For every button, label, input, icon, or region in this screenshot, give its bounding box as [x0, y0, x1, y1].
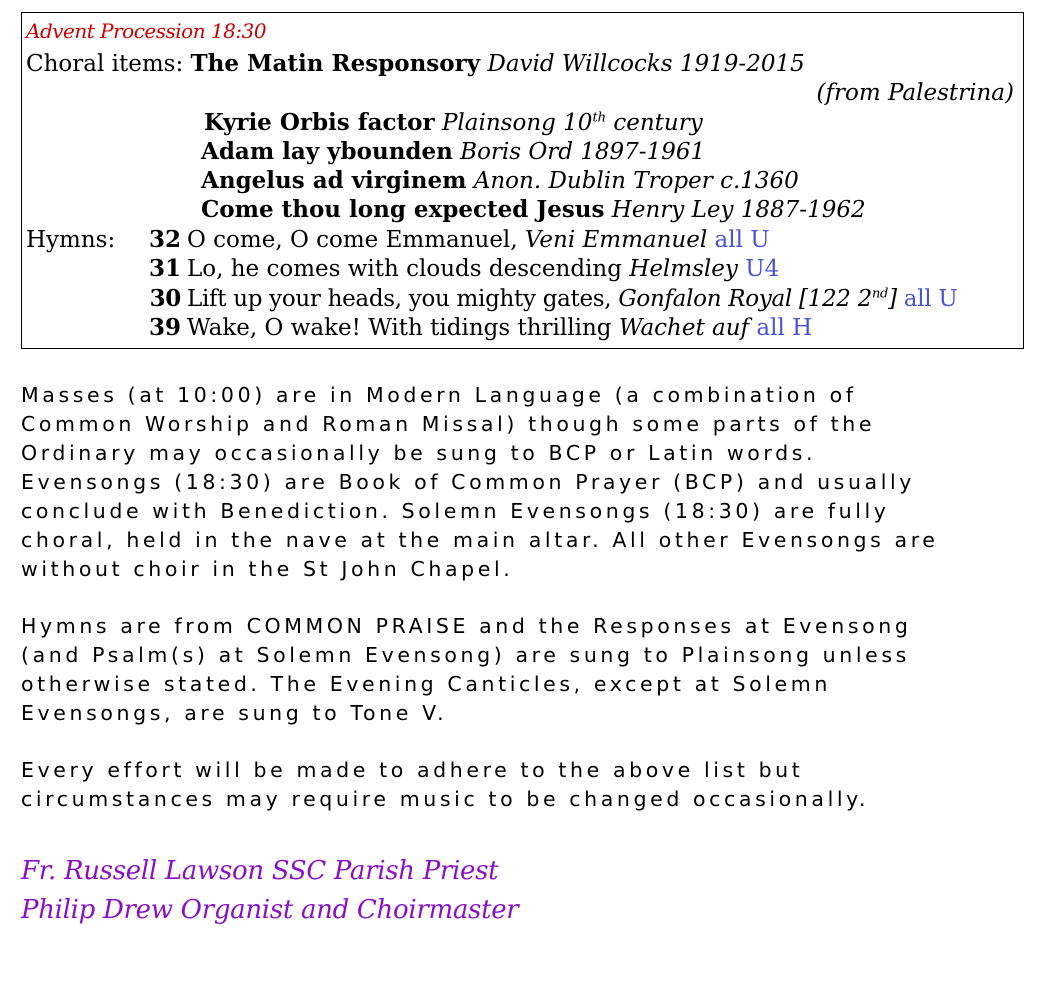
hymn-number: 32 — [148, 226, 181, 253]
hymn-tune: Gonfalon Royal [122 2nd] — [618, 286, 897, 312]
service-box — [21, 12, 1024, 349]
choral-piece: Kyrie Orbis factor — [204, 109, 435, 136]
priest-signature: Fr. Russell Lawson SSC Parish Priest — [21, 856, 499, 886]
note-line: Hymns are from COMMON PRAISE and the Responses at Evensong — [21, 614, 912, 638]
choral-piece: Adam lay ybounden — [201, 138, 453, 165]
choral-composer: Plainsong 10th century — [441, 110, 703, 136]
hymn-text: O come, O come Emmanuel, — [187, 227, 518, 253]
hymn-row — [147, 255, 779, 283]
masses-note — [21, 381, 1031, 584]
hymn-tune: Wachet auf — [618, 315, 750, 341]
note-line: Masses (at 10:00) are in Modern Language (a combination of — [21, 383, 857, 407]
choral-item — [26, 50, 805, 78]
hymn-verses: U4 — [745, 256, 780, 282]
hymn-number: 31 — [148, 255, 181, 282]
note-line: conclude with Benediction. Solemn Evensongs (18:30) are fully — [21, 499, 890, 523]
hymn-text: Lift up your heads, you mighty gates, — [187, 286, 612, 312]
note-line: circumstances may require music to be changed occasionally. — [21, 787, 870, 811]
hymns-label: Hymns: — [26, 227, 116, 253]
note-line: Ordinary may occasionally be sung to BCP or Latin words. — [21, 441, 817, 465]
note-line: Every effort will be made to adhere to the above list but — [21, 758, 804, 782]
hymn-row — [147, 226, 770, 254]
choral-item — [204, 109, 703, 137]
choral-piece: Come thou long expected Jesus — [201, 196, 605, 223]
choral-piece: The Matin Responsory — [190, 50, 481, 77]
note-line: choral, held in the nave at the main altar. All other Evensongs are — [21, 528, 939, 552]
hymn-number: 39 — [148, 314, 181, 341]
service-title: Advent Procession 18:30 — [26, 19, 267, 43]
choral-item — [201, 138, 705, 166]
hymn-text: Wake, O wake! With tidings thrilling — [187, 315, 612, 341]
note-line: (and Psalm(s) at Solemn Evensong) are sung to Plainsong unless — [21, 643, 910, 667]
hymn-tune: Veni Emmanuel — [524, 227, 708, 253]
organist-signature: Philip Drew Organist and Choirmaster — [21, 895, 519, 925]
choral-composer: David Willcocks 1919-2015 — [487, 51, 805, 77]
hymn-row — [147, 314, 812, 342]
hymn-tune: Helmsley — [629, 256, 738, 282]
choral-composer: Boris Ord 1897-1961 — [460, 139, 706, 165]
choral-composer: Anon. Dublin Troper c.1360 — [473, 168, 799, 194]
choral-note: (from Palestrina) — [816, 80, 1014, 106]
choral-item — [201, 196, 866, 224]
hymns-note — [21, 612, 1031, 728]
hymn-number: 30 — [149, 285, 181, 312]
hymn-text: Lo, he comes with clouds descending — [187, 256, 622, 282]
effort-note — [21, 756, 1031, 814]
note-line: Common Worship and Roman Missal) though some parts of the — [21, 412, 876, 436]
hymn-verses: all U — [714, 227, 770, 253]
note-line: Evensongs (18:30) are Book of Common Prayer (BCP) and usually — [21, 470, 916, 494]
choral-item — [201, 167, 799, 195]
note-line: otherwise stated. The Evening Canticles, except at Solemn — [21, 672, 831, 696]
hymn-verses: all H — [756, 315, 813, 341]
note-line: without choir in the St John Chapel. — [21, 557, 514, 581]
hymn-verses: all U — [903, 286, 958, 312]
choral-piece: Angelus ad virginem — [201, 167, 467, 194]
hymn-row — [147, 285, 957, 313]
choral-composer: Henry Ley 1887-1962 — [611, 197, 866, 223]
choral-label: Choral items: — [26, 51, 184, 77]
note-line: Evensongs, are sung to Tone V. — [21, 701, 448, 725]
